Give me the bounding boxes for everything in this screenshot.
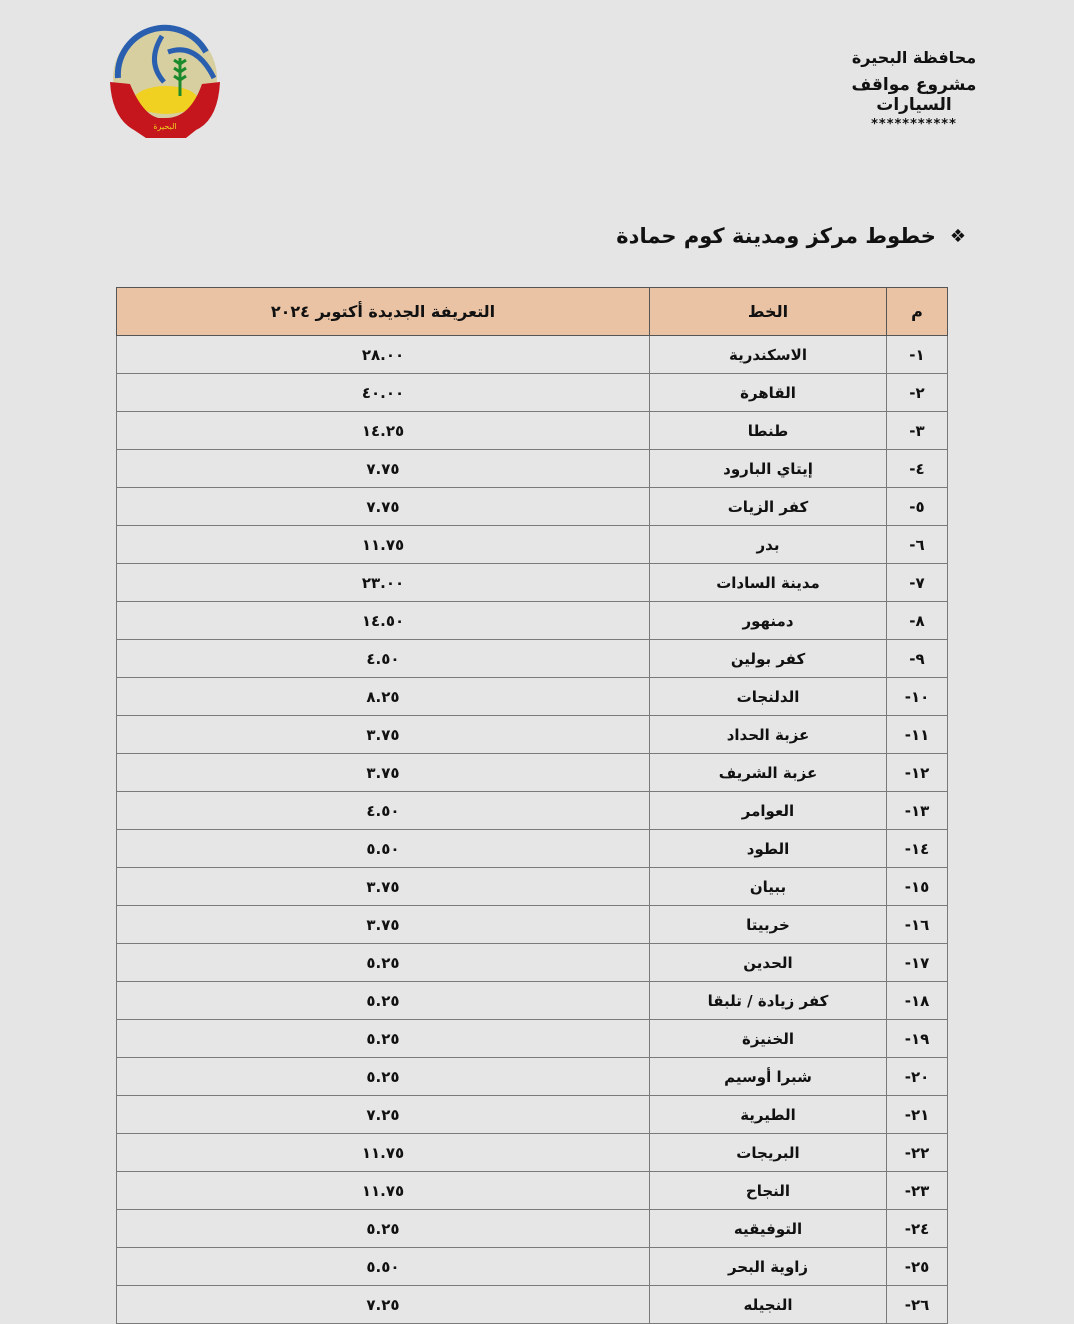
fare-value: ٥.٢٥ xyxy=(117,982,650,1020)
fare-value: ٧.٢٥ xyxy=(117,1096,650,1134)
row-number: ٢٦- xyxy=(887,1286,948,1324)
row-number: ١٣- xyxy=(887,792,948,830)
row-number: ٢- xyxy=(887,374,948,412)
row-number: ١٩- xyxy=(887,1020,948,1058)
table-row xyxy=(117,488,948,526)
row-number: ٢٥- xyxy=(887,1248,948,1286)
row-number: ٢٤- xyxy=(887,1210,948,1248)
logo-text: البحيرة xyxy=(153,122,177,131)
fare-value: ٧.٢٥ xyxy=(117,1286,650,1324)
column-header-fare: التعريفة الجديدة أكتوبر ٢٠٢٤ xyxy=(117,288,650,336)
fare-value: ٣.٧٥ xyxy=(117,754,650,792)
line-name: البريجات xyxy=(650,1134,887,1172)
fare-value: ٤.٥٠ xyxy=(117,640,650,678)
fare-value: ٣.٧٥ xyxy=(117,906,650,944)
line-name: الدلنجات xyxy=(650,678,887,716)
fare-value: ٢٣.٠٠ xyxy=(117,564,650,602)
fare-value: ٧.٧٥ xyxy=(117,450,650,488)
beheira-governorate-logo xyxy=(106,22,224,140)
line-name: زاوية البحر xyxy=(650,1248,887,1286)
table-row xyxy=(117,906,948,944)
table-row xyxy=(117,564,948,602)
table-row xyxy=(117,830,948,868)
fare-value: ٣.٧٥ xyxy=(117,716,650,754)
section-title-text: خطوط مركز ومدينة كوم حمادة xyxy=(616,224,936,248)
row-number: ١٠- xyxy=(887,678,948,716)
table-row xyxy=(117,602,948,640)
row-number: ١٨- xyxy=(887,982,948,1020)
fare-value: ٤.٥٠ xyxy=(117,792,650,830)
row-number: ٣- xyxy=(887,412,948,450)
row-number: ١٦- xyxy=(887,906,948,944)
line-name: عزبة الحداد xyxy=(650,716,887,754)
row-number: ١٧- xyxy=(887,944,948,982)
fare-value: ٥.٥٠ xyxy=(117,1248,650,1286)
table-row xyxy=(117,754,948,792)
fare-value: ٧.٧٥ xyxy=(117,488,650,526)
row-number: ١٥- xyxy=(887,868,948,906)
fare-value: ٥.٢٥ xyxy=(117,1020,650,1058)
table-row xyxy=(117,1210,948,1248)
fares-table xyxy=(116,287,948,1324)
fare-value: ٨.٢٥ xyxy=(117,678,650,716)
governorate-name: محافظة البحيرة xyxy=(851,48,977,67)
line-name: الطود xyxy=(650,830,887,868)
column-header-number: م xyxy=(887,288,948,336)
fare-value: ١٤.٥٠ xyxy=(117,602,650,640)
table-row xyxy=(117,1020,948,1058)
diamond-bullet-icon: ❖ xyxy=(949,225,966,247)
line-name: كفر زيادة / تلبقا xyxy=(650,982,887,1020)
table-row xyxy=(117,526,948,564)
line-name: شبرا أوسيم xyxy=(650,1058,887,1096)
fare-value: ١١.٧٥ xyxy=(117,526,650,564)
line-name: مدينة السادات xyxy=(650,564,887,602)
fare-value: ١١.٧٥ xyxy=(117,1172,650,1210)
table-row xyxy=(117,716,948,754)
table-row xyxy=(117,792,948,830)
fare-value: ٣.٧٥ xyxy=(117,868,650,906)
line-name: التوفيقيه xyxy=(650,1210,887,1248)
fare-value: ٤٠.٠٠ xyxy=(117,374,650,412)
separator-stars: *********** xyxy=(871,117,957,132)
table-row xyxy=(117,1286,948,1324)
fare-value: ٥.٥٠ xyxy=(117,830,650,868)
table-row xyxy=(117,678,948,716)
table-row xyxy=(117,336,948,374)
row-number: ٩- xyxy=(887,640,948,678)
line-name: بدر xyxy=(650,526,887,564)
fare-value: ٥.٢٥ xyxy=(117,944,650,982)
row-number: ١٤- xyxy=(887,830,948,868)
table-row xyxy=(117,1134,948,1172)
document-header xyxy=(814,48,1014,132)
line-name: الطيرية xyxy=(650,1096,887,1134)
row-number: ١- xyxy=(887,336,948,374)
row-number: ٢٢- xyxy=(887,1134,948,1172)
table-row xyxy=(117,374,948,412)
section-title xyxy=(616,224,966,248)
table-row xyxy=(117,944,948,982)
table-header-row xyxy=(117,288,948,336)
table-row xyxy=(117,1172,948,1210)
line-name: عزبة الشريف xyxy=(650,754,887,792)
line-name: الحدين xyxy=(650,944,887,982)
row-number: ٨- xyxy=(887,602,948,640)
row-number: ٧- xyxy=(887,564,948,602)
line-name: النجاح xyxy=(650,1172,887,1210)
line-name: ببيان xyxy=(650,868,887,906)
line-name: الاسكندرية xyxy=(650,336,887,374)
row-number: ٤- xyxy=(887,450,948,488)
line-name: كفر بولين xyxy=(650,640,887,678)
table-row xyxy=(117,1058,948,1096)
table-row xyxy=(117,640,948,678)
line-name: كفر الزيات xyxy=(650,488,887,526)
row-number: ٥- xyxy=(887,488,948,526)
fare-value: ٥.٢٥ xyxy=(117,1210,650,1248)
line-name: العوامر xyxy=(650,792,887,830)
row-number: ١١- xyxy=(887,716,948,754)
project-name: مشروع مواقف السيارات xyxy=(851,75,977,115)
line-name: النجيله xyxy=(650,1286,887,1324)
fare-value: ١٤.٢٥ xyxy=(117,412,650,450)
row-number: ٢١- xyxy=(887,1096,948,1134)
table-row xyxy=(117,982,948,1020)
table-row xyxy=(117,412,948,450)
table-row xyxy=(117,1096,948,1134)
row-number: ٦- xyxy=(887,526,948,564)
fare-value: ٥.٢٥ xyxy=(117,1058,650,1096)
fare-value: ١١.٧٥ xyxy=(117,1134,650,1172)
line-name: دمنهور xyxy=(650,602,887,640)
line-name: خربيتا xyxy=(650,906,887,944)
row-number: ١٢- xyxy=(887,754,948,792)
table-row xyxy=(117,868,948,906)
column-header-line: الخط xyxy=(650,288,887,336)
line-name: القاهرة xyxy=(650,374,887,412)
line-name: الخنيزة xyxy=(650,1020,887,1058)
row-number: ٢٣- xyxy=(887,1172,948,1210)
row-number: ٢٠- xyxy=(887,1058,948,1096)
line-name: إيتاي البارود xyxy=(650,450,887,488)
table-row xyxy=(117,450,948,488)
line-name: طنطا xyxy=(650,412,887,450)
fare-value: ٢٨.٠٠ xyxy=(117,336,650,374)
